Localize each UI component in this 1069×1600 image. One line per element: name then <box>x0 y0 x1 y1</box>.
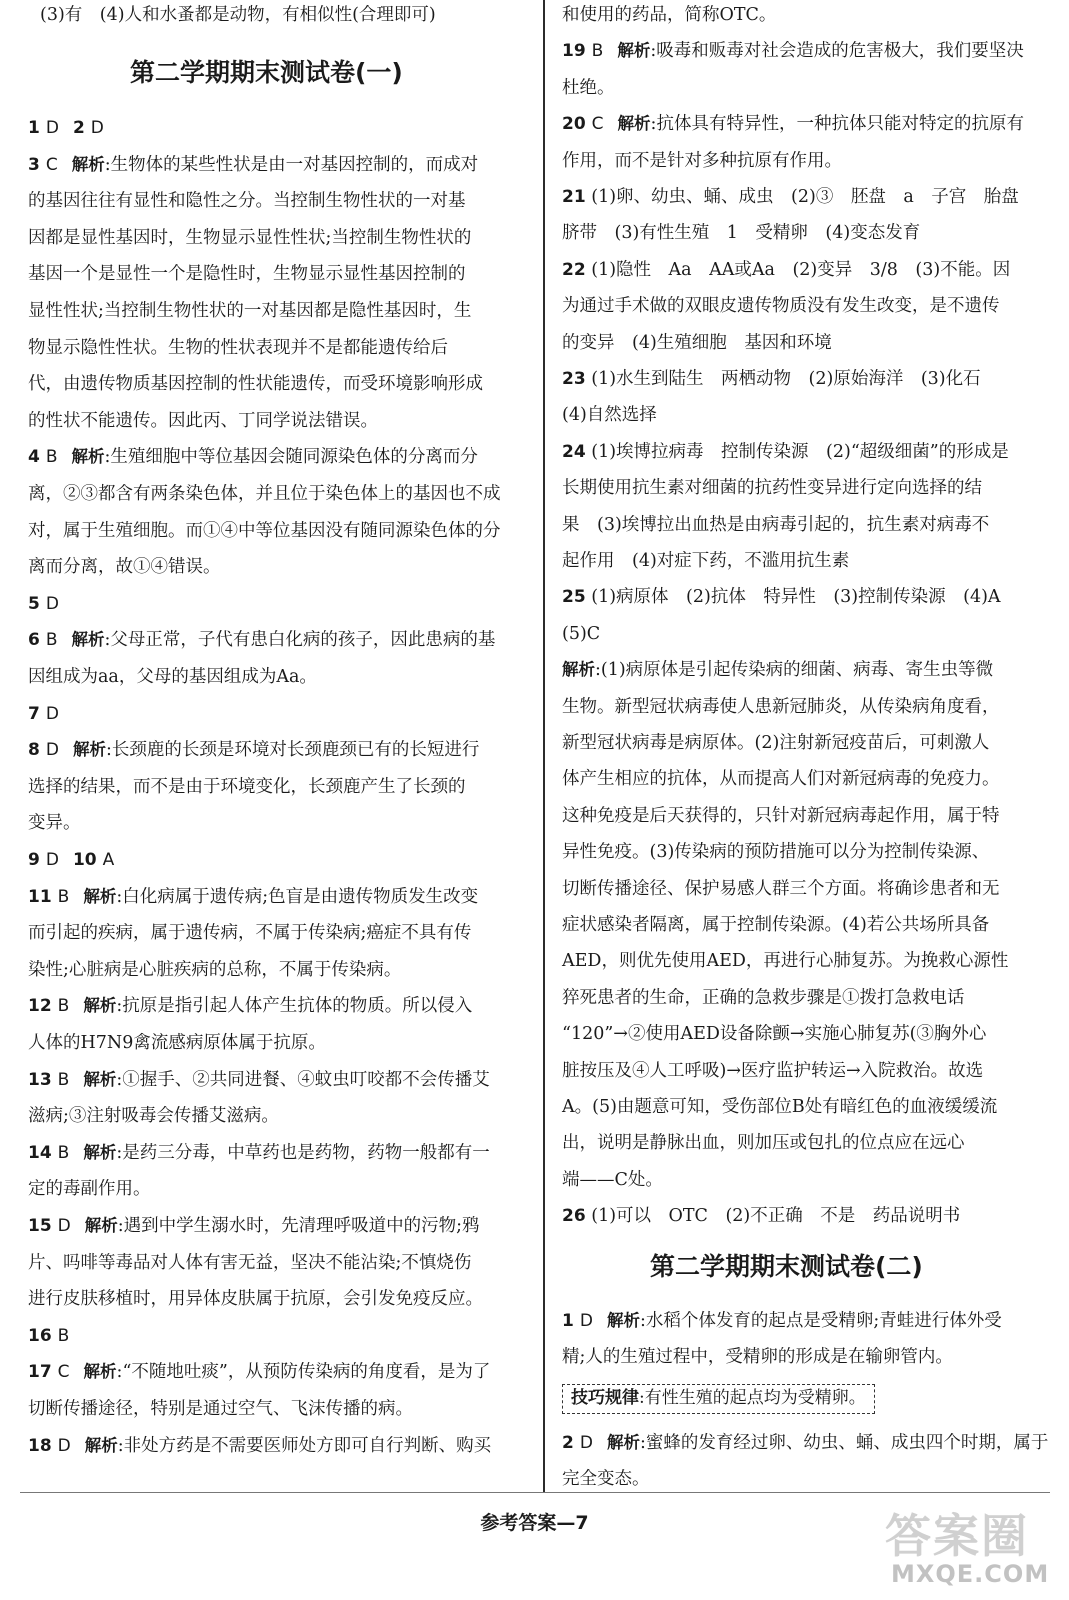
answer-line <box>28 664 317 690</box>
answer-text: (4)自然选择 <box>562 405 657 426</box>
answer-choice: D <box>45 850 59 870</box>
question-number: 16 <box>28 1325 52 1346</box>
answer-choice: D <box>579 1311 593 1331</box>
answer-text: :长颈鹿的长颈是环境对长颈鹿颈已有的长短进行 <box>105 740 480 761</box>
answer-text: 变异。 <box>28 813 81 834</box>
answer-line <box>562 293 1000 319</box>
answer-text: 滋病;③注射吸毒会传播艾滋病。 <box>28 1106 279 1127</box>
answer-choice: C <box>45 154 58 175</box>
watermark-logo <box>855 1500 1055 1596</box>
answer-line <box>562 694 1000 720</box>
answer-choice: D <box>57 1435 71 1456</box>
answer-text: (1)卵、幼虫、蛹、成虫 (2)③ 胚盘 a 子宫 胎盘 <box>591 187 1019 207</box>
answer-choice: B <box>45 447 58 468</box>
answer-text: (1)埃博拉病毒 控制传染源 (2)“超级细菌”的形成是 <box>591 441 1009 462</box>
analysis-label: 解析 <box>71 154 105 174</box>
answer-text: :生物体的某些性状是由一对基因控制的，而成对 <box>104 154 479 175</box>
section-title: 第二学期期末测试卷(一) <box>130 58 403 87</box>
question-number: 22 <box>562 259 586 280</box>
answer-line <box>28 1286 483 1312</box>
answer-item <box>562 38 1024 64</box>
answer-item <box>28 1323 83 1349</box>
answer-item <box>562 584 1001 610</box>
question-number: 26 <box>562 1206 586 1227</box>
answer-line <box>28 518 501 544</box>
answer-item <box>562 1203 960 1229</box>
answer-line <box>28 225 471 251</box>
answer-line <box>562 730 989 756</box>
answer-text: 长期使用抗生素对细菌的抗药性变异进行定向选择的结 <box>562 478 982 499</box>
answer-text: 选择的结果，而不是由于环境变化，长颈鹿产生了长颈的 <box>28 776 466 797</box>
answer-choice: D <box>45 703 59 724</box>
watermark-text: 答案圈 <box>885 1509 1029 1563</box>
answer-line <box>562 1130 965 1156</box>
answer-choice: D <box>45 593 59 614</box>
answer-line <box>562 512 989 538</box>
analysis-label: 解析 <box>83 1362 117 1382</box>
answer-line <box>28 408 378 434</box>
answer-line <box>562 839 989 865</box>
answer-text: 离而分离，故①④错误。 <box>28 557 221 578</box>
answer-line <box>562 1466 650 1492</box>
answer-text: :水稻个体发育的起点是受精卵;青蛙进行体外受 <box>639 1311 1002 1331</box>
answer-item <box>562 1430 1048 1456</box>
answer-line <box>562 148 842 174</box>
answer-item <box>28 152 478 178</box>
tip-label: 技巧规律 <box>571 1388 639 1408</box>
answer-item <box>28 847 128 873</box>
footer-rule <box>20 1492 1050 1493</box>
answer-text: A。(5)由题意可知，受伤部位B处有暗红色的血液缓缓流 <box>562 1097 998 1117</box>
answer-item <box>28 627 495 653</box>
answer-item <box>28 701 73 727</box>
answer-text: :遇到中学生溺水时，先清理呼吸道中的污物;鸦 <box>117 1216 480 1236</box>
answer-line <box>28 1396 413 1422</box>
answer-line <box>28 810 81 836</box>
analysis-label: 解析 <box>71 447 105 467</box>
answer-line <box>28 298 471 324</box>
answer-line <box>562 330 832 356</box>
answer-line <box>562 2 776 28</box>
answer-line <box>562 475 982 501</box>
answer-item <box>562 1308 1002 1334</box>
answer-line <box>562 948 1008 974</box>
analysis-label: 解析 <box>71 630 105 650</box>
answer-text: :吸毒和贩毒对社会造成的危害极大，我们要坚决 <box>650 41 1024 62</box>
answer-line <box>562 876 1000 902</box>
answer-choice: B <box>591 41 604 62</box>
answer-line <box>28 481 501 507</box>
answer-item <box>28 884 478 910</box>
answer-item <box>28 1213 480 1239</box>
answer-item <box>28 1359 490 1385</box>
question-number: 19 <box>562 41 586 62</box>
answer-text: :非处方药是不需要医师处方即可自行判断、购买 <box>117 1435 492 1456</box>
answer-text: 和使用的药品，简称OTC。 <box>562 5 777 25</box>
analysis-label: 解析 <box>72 740 106 760</box>
question-number: 23 <box>562 369 586 389</box>
answer-text: 症状感染者隔离，属于控制传染源。(4)若公共场所具备 <box>562 915 990 935</box>
answer-text: 定的毒副作用。 <box>28 1179 151 1200</box>
answer-text: 的基因往往有显性和隐性之分。当控制生物性状的一对基 <box>28 191 466 212</box>
answer-line <box>562 75 615 101</box>
carryover-line: (3)有 (4)人和水蚤都是动物，有相似性(合理即可) <box>40 5 436 25</box>
answer-item <box>28 444 478 470</box>
section-title: 第二学期期末测试卷(二) <box>650 1252 923 1281</box>
analysis-label: 解析 <box>617 114 651 134</box>
answer-line <box>28 261 466 287</box>
answer-text: 代，由遗传物质基因控制的性状能遗传，而受环境影响形成 <box>28 374 483 395</box>
page-footer: 参考答案—7 <box>480 1512 589 1534</box>
answer-item <box>562 111 1024 137</box>
answer-line <box>28 1176 151 1202</box>
answer-text: 的变异 (4)生殖细胞 基因和环境 <box>562 332 832 353</box>
answer-text: 片、吗啡等毒品对人体有害无益，坚决不能沾染;不慎烧伤 <box>28 1252 472 1273</box>
answer-text: 而引起的疾病，属于遗传病，不属于传染病;癌症不具有传 <box>28 923 472 944</box>
answer-choice: B <box>57 1069 70 1090</box>
answer-item <box>28 591 73 617</box>
answer-text: :生殖细胞中等位基因会随同源染色体的分离而分 <box>104 447 478 468</box>
answer-text: 进行皮肤移植时，用异体皮肤属于抗原，会引发免疫反应。 <box>28 1289 483 1310</box>
analysis-label: 解析 <box>83 886 117 906</box>
answer-line <box>28 1103 279 1129</box>
answer-text: :(1)病原体是引起传染病的细菌、病毒、寄生虫等微 <box>595 660 994 681</box>
answer-line <box>28 957 401 983</box>
question-number: 6 <box>28 630 40 651</box>
answer-item <box>562 366 981 392</box>
answer-line <box>562 1021 986 1047</box>
answer-item <box>28 115 118 141</box>
answer-text: 脏按压及④人工呼吸)→医疗监护转运→入院救治。故选 <box>562 1060 984 1081</box>
answer-text: 新型冠状病毒是病原体。(2)注射新冠疫苗后，可刺激人 <box>562 733 990 753</box>
answer-text: 为通过手术做的双眼皮遗传物质没有发生改变，是不遗传 <box>562 296 1000 317</box>
answer-text: 这种免疫是后天获得的，只针对新冠病毒起作用，属于特 <box>562 805 1000 826</box>
answer-text: 果 (3)埃博拉出血热是由病毒引起的，抗生素对病毒不 <box>562 514 990 535</box>
analysis-label: 解析 <box>606 1311 640 1330</box>
question-number: 2 <box>562 1433 574 1453</box>
answer-text: (1)可以 OTC (2)不正确 不是 药品说明书 <box>591 1206 961 1227</box>
answer-text: :白化病属于遗传病;色盲是由遗传物质发生改变 <box>116 886 479 907</box>
question-number: 11 <box>28 886 52 907</box>
answer-text: 基因一个是显性一个是隐性时，生物显示显性基因控制的 <box>28 264 466 285</box>
question-number: 9 <box>28 850 40 870</box>
answer-line <box>28 554 221 580</box>
answer-line <box>562 220 920 246</box>
answer-text: 猝死患者的生命，正确的急救步骤是①拨打急救电话 <box>562 987 965 1008</box>
question-number: 15 <box>28 1216 52 1236</box>
answer-text: 显性性状;当控制生物性状的一对基因都是隐性基因时，生 <box>28 301 472 321</box>
answer-text: 物显示隐性性状。生物的性状表现并不是都能遗传给后 <box>28 337 448 358</box>
answer-item <box>562 257 1010 283</box>
question-number: 12 <box>28 996 52 1017</box>
answer-choice: D <box>45 118 59 138</box>
analysis-label: 解析 <box>606 1433 640 1452</box>
answer-line <box>28 1030 326 1056</box>
answer-line <box>562 402 657 428</box>
answer-line <box>28 188 466 214</box>
answer-text: 体产生相应的抗体，从而提高人们对新冠病毒的免疫力。 <box>562 769 1000 790</box>
analysis-label: 解析 <box>84 1216 118 1235</box>
answer-choice: D <box>579 1433 593 1453</box>
answer-line <box>562 1094 997 1120</box>
question-number: 25 <box>562 587 586 608</box>
answer-line <box>562 985 965 1011</box>
analysis-label: 解析 <box>83 996 117 1016</box>
answer-choice: B <box>57 886 70 907</box>
answer-text: 染性;心脏病是心脏疾病的总称，不属于传染病。 <box>28 959 402 980</box>
question-number: 18 <box>28 1435 52 1456</box>
answer-text: (5)C <box>562 623 601 644</box>
answer-text: 起作用 (4)对症下药，不滥用抗生素 <box>562 551 850 571</box>
answer-choice: B <box>57 1142 70 1163</box>
question-number: 17 <box>28 1362 52 1383</box>
answer-item <box>28 1140 490 1166</box>
question-number: 7 <box>28 703 40 724</box>
question-number: 1 <box>28 118 40 138</box>
answer-line <box>28 774 466 800</box>
answer-text: 离，②③都含有两条染色体，并且位于染色体上的基因也不成 <box>28 484 501 504</box>
question-number: 4 <box>28 447 40 468</box>
column-divider <box>543 0 545 1492</box>
analysis-label: 解析 <box>83 1069 117 1089</box>
answer-item <box>562 439 1009 465</box>
answer-text: 切断传播途径，特别是通过空气、飞沫传播的病。 <box>28 1399 413 1419</box>
answer-text: :抗体具有特异性，一种抗体只能对特定的抗原有 <box>650 114 1024 135</box>
answer-text: 脐带 (3)有性生殖 1 受精卵 (4)变态发育 <box>562 223 921 244</box>
answer-text: 因都是显性基因时，生物显示显性性状;当控制生物性状的 <box>28 227 472 248</box>
answer-text: 因组成为aa，父母的基因组成为Aa。 <box>28 667 317 687</box>
answer-text: 对，属于生殖细胞。而①④中等位基因没有随同源染色体的分 <box>28 520 501 541</box>
answer-line <box>562 1058 983 1084</box>
question-number: 14 <box>28 1142 52 1163</box>
answer-choice: D <box>45 740 59 761</box>
question-number: 10 <box>72 850 97 870</box>
analysis-label: 解析 <box>617 41 651 61</box>
answer-line <box>562 912 989 938</box>
answer-choice: C <box>591 114 604 135</box>
question-number: 24 <box>562 441 586 462</box>
answer-item <box>28 1433 491 1459</box>
answer-choice: A <box>102 850 115 870</box>
answer-line <box>562 621 600 647</box>
question-number: 13 <box>28 1069 52 1090</box>
analysis-label: 解析 <box>84 1435 118 1455</box>
analysis-label: 解析 <box>83 1142 117 1162</box>
answer-choice: B <box>57 1325 70 1346</box>
answer-choice: D <box>90 118 104 138</box>
answer-text: 人体的H7N9禽流感病原体属于抗原。 <box>28 1033 326 1053</box>
tip-box <box>562 1384 875 1414</box>
question-number: 2 <box>72 118 85 138</box>
tip-text: :有性生殖的起点均为受精卵。 <box>639 1388 866 1408</box>
answer-text: 精;人的生殖过程中，受精卵的形成是在输卵管内。 <box>562 1347 953 1367</box>
answer-choice: C <box>57 1362 70 1383</box>
question-number: 21 <box>562 187 586 207</box>
answer-line <box>562 548 849 574</box>
answer-text: 生物。新型冠状病毒使人患新冠肺炎，从传染病角度看， <box>562 696 1000 717</box>
answer-text: :抗原是指引起人体产生抗体的物质。所以侵入 <box>116 996 473 1017</box>
answer-choice: B <box>45 630 58 651</box>
answer-item <box>28 1067 490 1093</box>
answer-item <box>562 184 1019 210</box>
answer-text: 完全变态。 <box>562 1469 650 1489</box>
answer-text: “120”→②使用AED设备除颤→实施心肺复苏(③胸外心 <box>562 1024 987 1045</box>
answer-line <box>562 1167 663 1193</box>
answer-line <box>562 803 1000 829</box>
question-number: 5 <box>28 593 40 614</box>
answer-line <box>562 766 1000 792</box>
question-number: 3 <box>28 154 40 175</box>
answer-text: :父母正常，子代有患白化病的孩子，因此患病的基 <box>104 630 496 651</box>
answer-text: 端——C处。 <box>562 1169 663 1190</box>
analysis-label: 解析 <box>562 660 595 680</box>
answer-text: AED，则优先使用AED，再进行心肺复苏。为挽救心源性 <box>562 951 1009 972</box>
answer-text: 异性免疫。(3)传染病的预防措施可以分为控制传染源、 <box>562 842 990 863</box>
answer-text: 的性状不能遗传。因此丙、丁同学说法错误。 <box>28 410 378 431</box>
answer-text: (1)病原体 (2)抗体 特异性 (3)控制传染源 (4)A <box>591 587 1001 608</box>
question-number: 20 <box>562 114 586 135</box>
answer-item <box>28 737 479 763</box>
watermark-domain: MXQE.COM <box>891 1560 1050 1588</box>
answer-text: :①握手、②共同进餐、④蚊虫叮咬都不会传播艾 <box>116 1069 490 1090</box>
answer-line <box>562 657 993 683</box>
answer-text: :“不随地吐痰”，从预防传染病的角度看，是为了 <box>116 1362 491 1383</box>
answer-text: (1)隐性 Aa AA或Aa (2)变异 3/8 (3)不能。因 <box>591 259 1011 280</box>
answer-text: 作用，而不是针对多种抗原有作用。 <box>562 150 842 171</box>
answer-text: (1)水生到陆生 两栖动物 (2)原始海洋 (3)化石 <box>591 369 981 389</box>
question-number: 1 <box>562 1311 574 1331</box>
answer-choice: D <box>57 1216 71 1236</box>
answer-item <box>28 993 472 1019</box>
answer-line <box>562 1344 953 1370</box>
answer-text: 杜绝。 <box>562 77 615 98</box>
answer-text: :蜜蜂的发育经过卵、幼虫、蛹、成虫四个时期，属于 <box>639 1433 1049 1453</box>
answer-text: 出，说明是静脉出血，则加压或包扎的位点应在远心 <box>562 1133 965 1154</box>
answer-line <box>28 371 483 397</box>
answer-line <box>28 920 471 946</box>
answer-line <box>28 335 448 361</box>
answer-choice: B <box>57 996 70 1017</box>
question-number: 8 <box>28 740 40 761</box>
answer-text: 切断传播途径、保护易感人群三个方面。将确诊患者和无 <box>562 878 1000 899</box>
answer-line <box>28 1250 471 1276</box>
answer-text: :是药三分毒，中草药也是药物，药物一般都有一 <box>116 1142 490 1163</box>
